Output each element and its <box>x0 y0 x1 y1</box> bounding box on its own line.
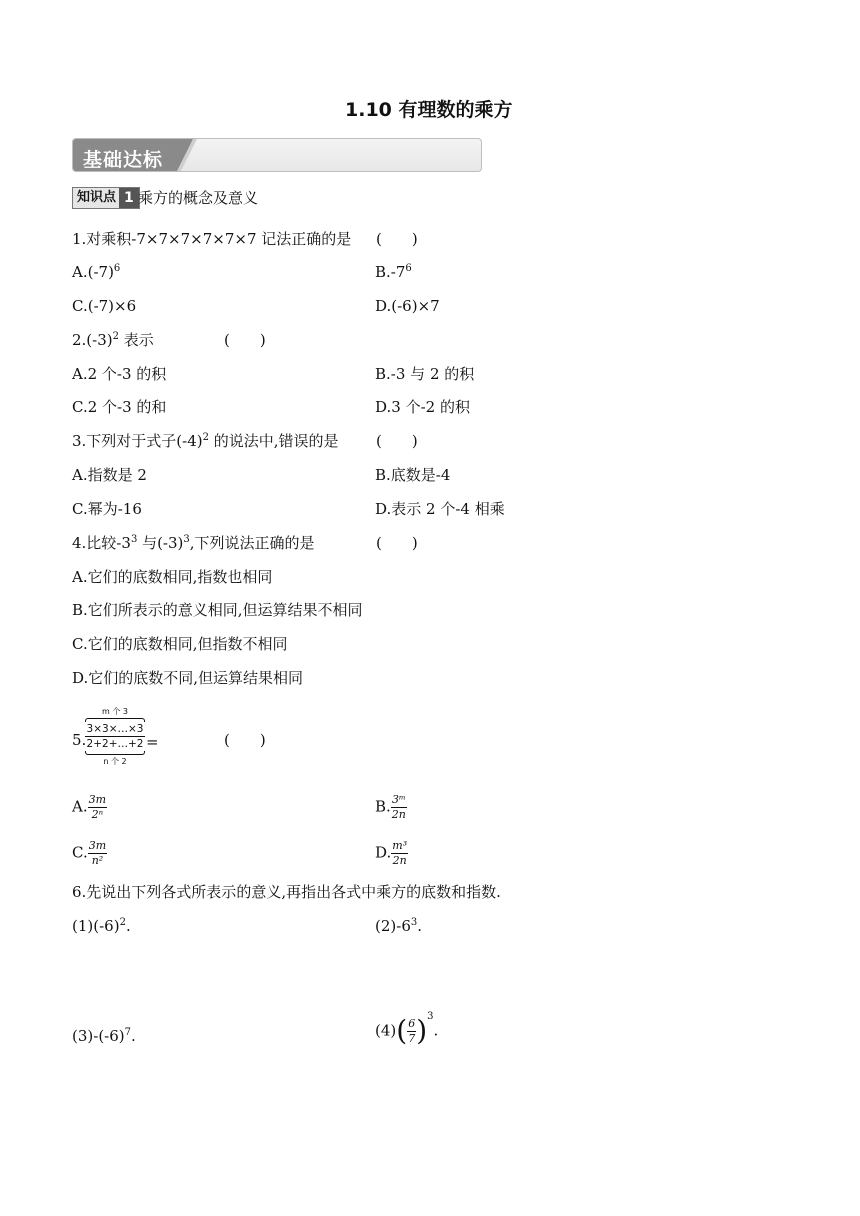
q1-paren: ( ) <box>376 230 418 248</box>
q5-expression <box>85 706 145 767</box>
q5-top-label: m 个 3 <box>102 707 128 716</box>
q3-stem: 3.下列对于式子$(-4)^2$ 的说法中,错误的是 <box>72 432 339 450</box>
q6-part-2: $(2)-6^3$. <box>375 917 423 935</box>
q4-option-a: A.它们的底数相同,指数也相同 <box>72 568 273 586</box>
q5-equals: = <box>146 733 159 751</box>
q5-numerator: 3×3×…×3 <box>86 723 144 735</box>
q5-fraction-bar <box>85 736 145 737</box>
q6-part-1: $(1)(-6)^2$. <box>72 917 131 935</box>
q2-paren: ( ) <box>224 331 266 349</box>
knowledge-point-number: 1 <box>119 188 139 208</box>
q5-option-a: A. $\frac{3m}{\text{2ⁿ}}$ <box>72 793 107 821</box>
q6-stem: 6.先说出下列各式所表示的意义,再指出各式中乘方的底数和指数. <box>72 883 501 901</box>
q6-part-3: $(3)-(-6)^7$. <box>72 1027 136 1045</box>
q1-option-d: D.(-6)×7 <box>375 297 440 315</box>
q5-bottom-label: n 个 2 <box>103 757 127 766</box>
q6-part-4: (4)( $\frac{6}{7}$ )$^3$. <box>375 1011 439 1047</box>
q4-option-b: B.它们所表示的意义相同,但运算结果不相同 <box>72 601 363 619</box>
knowledge-point-label: 知识点 <box>77 190 117 205</box>
q4-option-d: D.它们的底数不同,但运算结果相同 <box>72 669 304 687</box>
knowledge-point-title: 乘方的概念及意义 <box>138 189 259 207</box>
q1-stem: 1.对乘积-7×7×7×7×7×7 记法正确的是 <box>72 230 352 248</box>
q2-option-b: B.-3 与 2 的积 <box>375 365 475 383</box>
q3-option-d: D.表示 2 个-4 相乘 <box>375 500 505 518</box>
q5-top-brace <box>85 718 145 722</box>
q4-option-c: C.它们的底数相同,但指数不相同 <box>72 635 288 653</box>
q4-stem: 4.比较$-3^3$ 与$(-3)^3$,下列说法正确的是 <box>72 534 315 552</box>
q1-option-b: $B.-7^6$ <box>375 263 412 281</box>
section-banner <box>72 138 482 172</box>
q2-option-a: A.2 个-3 的积 <box>72 365 167 383</box>
q5-number: 5. <box>72 731 87 749</box>
q5-bottom-brace <box>85 751 145 755</box>
q3-option-c: C.幂为-16 <box>72 500 142 518</box>
q5-denominator: 2+2+…+2 <box>86 738 144 750</box>
q1-option-c: C.(-7)×6 <box>72 297 137 315</box>
q3-option-a: A.指数是 2 <box>72 466 147 484</box>
q2-option-d: D.3 个-2 的积 <box>375 398 470 416</box>
q3-paren: ( ) <box>376 432 418 450</box>
q2-stem: $2.(-3)^2$ 表示 <box>72 331 154 349</box>
q5-option-b: B. $\frac{\text{3ᵐ}}{2n}$ <box>375 793 406 821</box>
knowledge-point-badge <box>72 187 140 209</box>
q5-paren: ( ) <box>224 731 266 749</box>
q2-option-c: C.2 个-3 的和 <box>72 398 167 416</box>
q4-paren: ( ) <box>376 534 418 552</box>
q5-option-d: D. $\frac{\text{m³}}{2n}$ <box>375 839 408 867</box>
q5-option-c: C. $\frac{3m}{\text{n²}}$ <box>72 839 107 867</box>
page-title: 1.10 有理数的乘方 <box>345 99 513 121</box>
section-banner-label: 基础达标 <box>83 149 164 171</box>
q1-option-a: $A.(-7)^6$ <box>72 263 121 281</box>
q3-option-b: B.底数是-4 <box>375 466 451 484</box>
